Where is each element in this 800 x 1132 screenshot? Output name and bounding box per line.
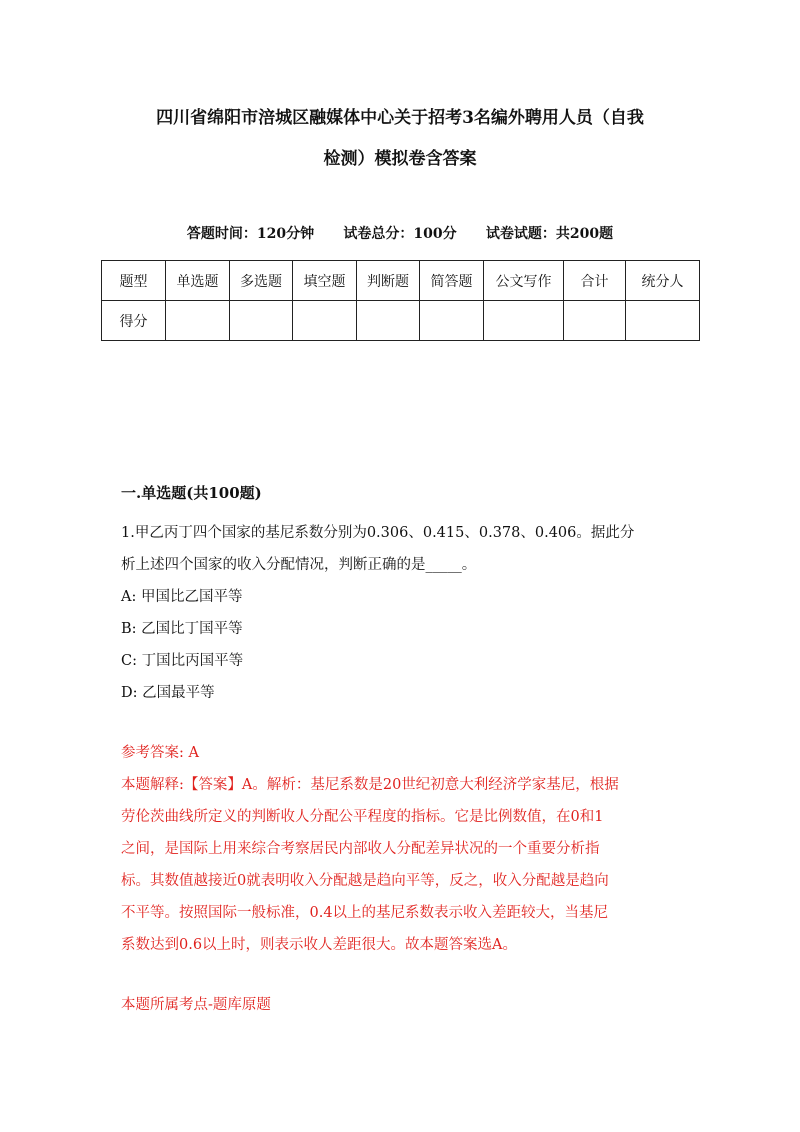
table-header-cell: 公文写作 bbox=[484, 261, 564, 301]
explanation-line-6: 系数达到0.6以上时，则表示收人差距很大。故本题答案选A。 bbox=[121, 937, 518, 953]
score-cell bbox=[293, 301, 357, 341]
explanation-line-2: 劳伦茨曲线所定义的判断收人分配公平程度的指标。它是比例数值，在0和1 bbox=[121, 809, 604, 825]
score-table bbox=[101, 260, 700, 341]
score-cell bbox=[357, 301, 420, 341]
question-stem-line-2: 析上述四个国家的收入分配情况，判断正确的是_____。 bbox=[121, 557, 477, 573]
score-cell bbox=[230, 301, 293, 341]
explanation-line-1: 本题解释:【答案】A。解析：基尼系数是20世纪初意大利经济学家基尼，根据 bbox=[121, 777, 619, 793]
table-header-cell: 多选题 bbox=[230, 261, 293, 301]
explanation-line-3: 之间，是国际上用来综合考察居民内部收人分配差异状况的一个重要分析指 bbox=[121, 841, 600, 857]
score-table-score-row bbox=[102, 301, 700, 341]
table-header-cell: 题型 bbox=[102, 261, 166, 301]
option-b: B: 乙国比丁国平等 bbox=[121, 621, 243, 637]
score-cell bbox=[564, 301, 626, 341]
table-header-cell: 简答题 bbox=[420, 261, 484, 301]
option-c: C: 丁国比丙国平等 bbox=[121, 653, 244, 669]
table-header-cell: 填空题 bbox=[293, 261, 357, 301]
question-stem-line-1: 1.甲乙丙丁四个国家的基尼系数分别为0.306、0.415、0.378、0.406。据此分 bbox=[121, 525, 635, 541]
score-cell bbox=[420, 301, 484, 341]
document-title-line-2: 检测）模拟卷含答案 bbox=[323, 149, 477, 169]
table-header-cell: 统分人 bbox=[626, 261, 700, 301]
reference-answer: 参考答案: A bbox=[121, 745, 199, 761]
exam-info: 答题时间：120分钟 试卷总分：100分 试卷试题：共200题 bbox=[186, 226, 614, 242]
score-table-header-row bbox=[102, 261, 700, 301]
table-header-cell: 合计 bbox=[564, 261, 626, 301]
table-header-cell: 单选题 bbox=[166, 261, 230, 301]
explanation-line-5: 不平等。按照国际一般标准，0.4以上的基尼系数表示收入差距较大，当基尼 bbox=[121, 905, 609, 921]
option-d: D: 乙国最平等 bbox=[121, 685, 215, 701]
score-row-label: 得分 bbox=[102, 301, 166, 341]
score-cell bbox=[166, 301, 230, 341]
table-header-cell: 判断题 bbox=[357, 261, 420, 301]
option-a: A: 甲国比乙国平等 bbox=[121, 589, 243, 605]
document-title-line-1: 四川省绵阳市涪城区融媒体中心关于招考3名编外聘用人员（自我 bbox=[156, 108, 644, 128]
question-topic: 本题所属考点-题库原题 bbox=[121, 997, 271, 1013]
explanation-line-4: 标。其数值越接近0就表明收入分配越是趋向平等，反之，收入分配越是趋向 bbox=[121, 873, 609, 889]
score-cell bbox=[626, 301, 700, 341]
score-cell bbox=[484, 301, 564, 341]
section-heading: 一.单选题(共100题) bbox=[121, 484, 262, 502]
